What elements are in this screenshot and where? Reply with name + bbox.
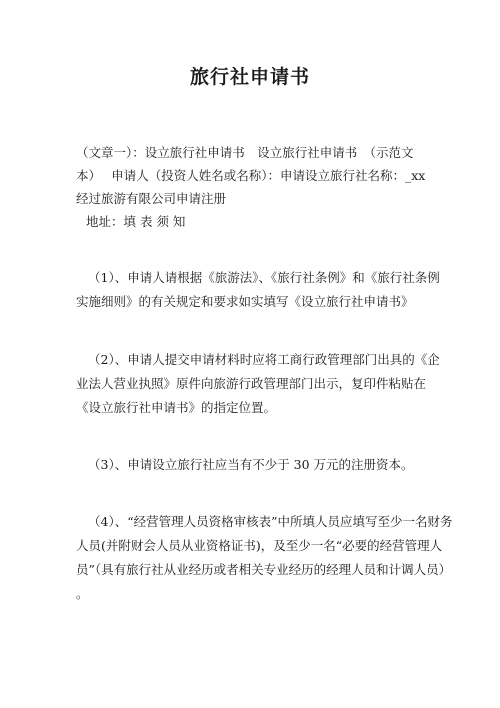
address-line: 地址：填 表 须 知: [86, 214, 186, 229]
item-2-line-2: 业法人营业执照》原件向旅游行政管理部门出示，复印件粘贴在: [76, 376, 427, 391]
item-2-line-3: 《设立旅行社申请书》的指定位置。: [76, 400, 277, 415]
item-4-line-3: 员”（具有旅行社从业经历或者相关专业经历的经理人员和计调人员）: [76, 562, 452, 577]
item-3-line-1: （3）、申请设立旅行社应当有不少于 30 万元的注册资本。: [88, 457, 414, 472]
item-1-line-2: 实施细则》的有关规定和要求如实填写《设立旅行社申请书》: [76, 294, 414, 309]
item-1-line-1: （1）、申请人请根据《旅游法》、《旅行社条例》和《旅行社条例: [88, 270, 440, 285]
intro-line-3: 经过旅游有限公司申请注册: [76, 191, 227, 206]
item-4-line-4: 。: [76, 586, 89, 601]
item-4-line-1: （4）、“经营管理人员资格审核表”中所填人员应填写至少一名财务: [88, 514, 453, 529]
item-4-line-2: 人员(并附财会人员从业资格证书)，及至少一名“必要的经营管理人: [76, 538, 443, 553]
intro-line-1: （文章一）：设立旅行社申请书 设立旅行社申请书 （示范文: [76, 145, 414, 160]
item-2-line-1: （2）、申请人提交申请材料时应将工商行政管理部门出具的《企: [88, 352, 440, 367]
document-title: 旅行社申请书: [189, 66, 310, 88]
intro-line-2: 本） 申请人（投资人姓名或名称）：申请设立旅行社名称：_xx: [76, 168, 426, 183]
